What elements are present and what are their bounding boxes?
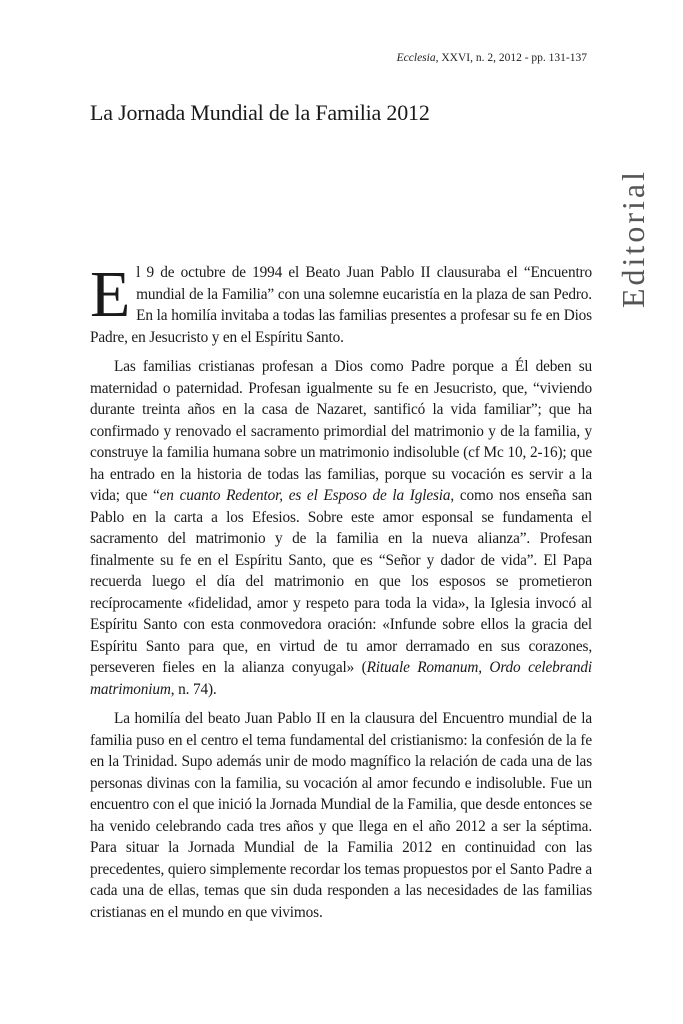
paragraph-3 xyxy=(90,708,592,923)
paragraph-1-text: l 9 de octubre de 1994 el Beato Juan Pablo II clausuraba el “Encuentro mundial de la Familia” con una solemne eucaristía en la plaza de san Pedro. En la homilía invitaba a todas las familias presentes a profesar su fe en Dios Padre, en Jesucristo y en el Espíritu Santo. xyxy=(90,264,592,346)
paragraph-2-text-c: , n. 74). xyxy=(170,680,217,698)
paragraph-1 xyxy=(90,258,592,348)
paragraph-2-text-a: Las familias cristianas profesan a Dios como Padre porque a Él deben su maternidad o paternidad. Profesan igualmente su fe en Jesucristo, que, “viviendo durante treinta años en la casa de Nazaret, santificó la vida familiar”; que ha confirmado y renovado el sacramento primordial del matrimonio y de la familia, y construye la familia humana sobre un matrimonio indisoluble (cf Mc 10, 2-16); que ha entrado en la historia de todas las familias, porque su vocación es servir a la vida; que “ xyxy=(90,358,592,504)
drop-cap: E xyxy=(90,258,131,331)
journal-citation: , XXVI, n. 2, 2012 - pp. 131-137 xyxy=(435,52,587,64)
section-label: Editorial xyxy=(615,169,651,308)
article-title: La Jornada Mundial de la Familia 2012 xyxy=(90,100,430,125)
paragraph-2-citation-title: Rituale Romanum, Ordo celebrandi matrimonium xyxy=(90,659,592,698)
journal-name: Ecclesia xyxy=(396,52,436,64)
paragraph-3-text: La homilía del beato Juan Pablo II en la clausura del Encuentro mundial de la familia puso en el centro el tema fundamental del cristianismo: la confesión de la fe en la Trinidad. Supo además unir de modo magnífico la relación de cada una de las personas divinas con la familia, su vocación al amor fecundo e indisoluble. Fue un encuentro con el que inició la Jornada Mundial de la Familia, que desde entonces se ha venido celebrando cada tres años y que llega en el año 2012 a ser la séptima. Para situar la Jornada Mundial de la Familia 2012 en continuidad con las precedentes, quiero simplemente recordar los temas propuestos por el Santo Padre a cada una de ellas, temas que sin duda responden a las necesidades de las familias cristianas en el mundo en que vivimos. xyxy=(90,710,592,921)
article-body xyxy=(90,258,593,931)
running-header xyxy=(397,52,587,64)
paragraph-2-text-b: , como nos enseña san Pablo en la carta a los Efesios. Sobre este amor esponsal se fundamenta el sacramento del matrimonio y de la familia en la nueva alianza”. Profesan finalmente su fe en el Espíritu Santo, que es “Señor y dador de vida”. El Papa recuerda luego el día del matrimonio en que los esposos se prometieron recíprocamente «fidelidad, amor y respeto para toda la vida», la Iglesia invocó al Espíritu Santo con esta conmovedora oración: «Infunde sobre ellos la gracia del Espíritu Santo para que, en virtud de tu amor derramado en sus corazones, perseveren fieles en la alianza conyugal» ( xyxy=(90,487,593,676)
paragraph-2 xyxy=(90,356,592,700)
paragraph-2-quote: en cuanto Redentor, es el Esposo de la Iglesia xyxy=(159,487,451,504)
